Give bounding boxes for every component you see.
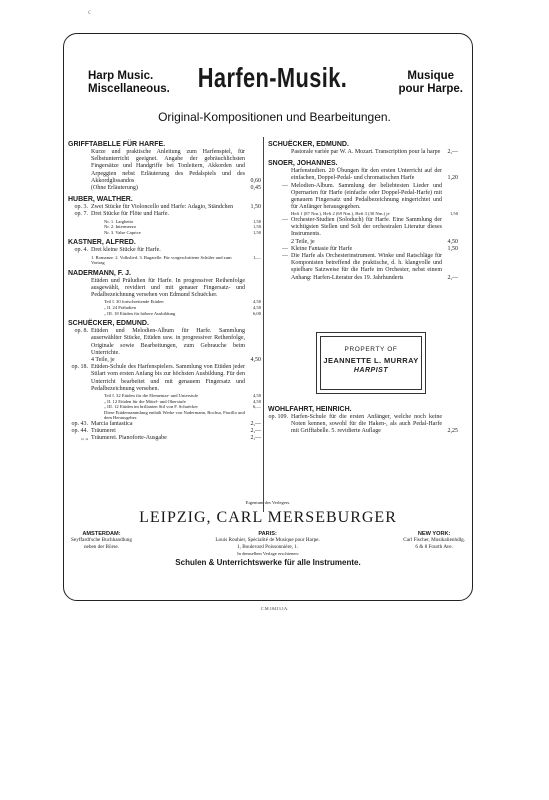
stamp-line-role: HARPIST — [353, 367, 389, 374]
header-french-line2: pour Harpe. — [398, 83, 463, 95]
catalog-entry — [268, 183, 458, 212]
opus-number: op. 43. — [71, 420, 88, 427]
catalog-entry — [68, 211, 261, 218]
entry-text: Etüden und Melodien-Album für Harfe. Sammlung auserwählter Stücke, Etüden usw. in progressiver Reihenfolge, Originale sowie Bearbeitungen, zum Gebrauche beim Unterrichte. — [91, 328, 245, 356]
opus-number: — — [282, 253, 288, 260]
entry-text: Kurze und praktische Anleitung zum Harfenspiel, für Selbstunterricht geeignet. Angabe der gebräuchlichsten Fingersätze und Handgriffe bei Tonleitern, Akkorden und Arpeggien nebst Erläuterung des Pedalspiels und des Akkordglissandos — [91, 149, 245, 184]
opus-number: „ „ — [81, 435, 88, 442]
entry-text: Melodien-Album. Sammlung der beliebtesten Lieder und Opernarien für Harfe (einfache oder Doppel-Pedal-Harfe) mit genauem Fingersatz und Pedalbezeichnung eingerichtet und für Anfänger herausgegeben. — [291, 182, 442, 211]
column-divider — [263, 137, 264, 512]
catalog-entry — [268, 217, 458, 239]
sub-entry-text: Diese Etüdensammlung enthält Werke von Nadermann, Bochsa, Fiorillo und dem Herausgeber. — [104, 409, 245, 421]
entry-text: Die Harfe als Orchesterinstrument. Winke und Ratschläge für Komponisten betreffend die praktische, d. h. klangvolle und spielbare Satzweise für die Harfe im Orchester, nebst einem Anhang: Harfen-Literatur des 19. Jahrhunderts — [291, 253, 442, 281]
sub-entry-text: Teil I. 30 fortschreitende Etüden — [104, 299, 164, 305]
agent-line: 6 & 8 Fourth Ave. — [415, 543, 453, 550]
entry-text: 4 Teile, je — [91, 357, 115, 363]
entry-price: 4,50 — [447, 238, 458, 245]
composer-heading: GRIFFTABELLE FÜR HARFE. — [68, 141, 166, 148]
stamp-line-owner: JEANNETTE L. MURRAY — [323, 356, 419, 365]
opus-number: op. 3. — [74, 204, 88, 211]
sub-entry — [68, 255, 261, 266]
entry-text: Kleine Fantasie für Harfe — [291, 245, 353, 252]
agent-city-name: NEW YORK: — [417, 531, 451, 537]
composer-heading: KASTNER, ALFRED. — [68, 239, 136, 247]
composer-heading: HUBER, WALTHER. — [68, 196, 133, 204]
header-english-line2: Miscellaneous. — [88, 83, 170, 95]
same-publisher-note: In demselben Verlage erschienen: — [237, 550, 299, 556]
opus-number: op. 4. — [74, 247, 88, 254]
entry-text: Harfenstudien. 20 Übungen für den ersten Unterricht auf der einfachen, Doppel-Pedal- und chromatischen Harfe — [291, 168, 442, 182]
composer-heading: SNOER, JOHANNES. — [268, 160, 338, 168]
composer-heading: SCHUËCKER, EDMUND. — [268, 141, 349, 148]
catalog-entry — [68, 185, 261, 192]
entry-price: 1,20 — [447, 175, 458, 182]
entry-text: Drei Stücke für Flöte und Harfe. — [91, 211, 169, 218]
sub-entry-text: „ III. 12 Etüden im brillanten Stil von F. Schuëcker — [104, 404, 198, 410]
ownership-stamp — [316, 332, 426, 394]
entry-text: Marcia fantastica — [91, 420, 133, 427]
ownership-note: Eigentum des Verlegers. — [245, 500, 291, 505]
page-header — [0, 62, 549, 102]
schools-tagline: Schulen & Unterrichtswerke für alle Instrumente. — [175, 557, 361, 567]
sub-entry-price: 1,— — [252, 254, 261, 260]
entry-price: 0,45 — [250, 185, 261, 192]
opus-number: op. 7. — [74, 211, 88, 218]
entry-text: 2 Teile, je — [291, 238, 315, 245]
catalog-entry — [268, 239, 458, 246]
sub-entry-text: „ II. 24 Präludien — [104, 305, 136, 310]
entry-text: Harfen-Schule für die ersten Anfänger, welche noch keine Noten kennen, sowohl für die Haken-, als auch Pedal-Harfe mit Grifftabelle. 5. revidierte Auflage — [291, 413, 442, 435]
entry-text: Etüden und Präludien für Harfe. In progressiver Reihenfolge ausgewählt, revidiert und mit genauer Fingersatz- und Pedalbezeichnung versehen von Edmund Schuëcker. — [91, 277, 245, 299]
agent-line: Carl Fischer, Musikalienhdlg. — [403, 537, 465, 544]
opus-number: op. 44. — [71, 428, 88, 435]
sub-entry-price: 1,50 — [449, 211, 458, 217]
sub-entry-text: Nr. 2. Intermezzo — [104, 224, 137, 230]
entry-price: 1,50 — [447, 245, 458, 252]
entry-price: 2,— — [447, 149, 458, 155]
entry-price: 2,— — [250, 428, 261, 435]
opus-number: op. 109. — [268, 413, 288, 420]
agent-new-york — [403, 531, 465, 550]
plate-number: C.M.10413.1A. — [260, 606, 289, 611]
sub-entry-price: 4,50 — [252, 305, 261, 310]
header-english — [88, 70, 170, 96]
opus-number: — — [282, 245, 288, 252]
composer-heading: NADERMANN, F. J. — [68, 269, 132, 277]
page-title: Harfen-Musik. — [197, 62, 348, 93]
sub-entry-text: Teil I. 32 Etüden für die Elementar- und Unterstufe — [104, 393, 199, 399]
catalog-entry — [268, 414, 458, 436]
entry-text: Pastorale variée par W. A. Mozart. Transcription pour la harpe — [291, 149, 441, 155]
stamp-inner-border — [320, 336, 422, 390]
agent-line: Louis Rouhier, Spécialité de Musique pour Harpe. — [215, 537, 320, 544]
header-french — [398, 70, 463, 96]
opus-number: op. 18. — [71, 364, 88, 371]
agent-line: 1, Boulevard Poissonnière, 1. — [237, 543, 299, 550]
sub-entry-note — [68, 410, 261, 421]
publisher-footer — [63, 500, 473, 567]
catalog-entry — [268, 168, 458, 182]
stamp-line-property: PROPERTY OF — [344, 346, 398, 353]
entry-price: 2,— — [250, 420, 261, 427]
composer-heading: SCHUËCKER, EDMUND. — [68, 320, 149, 328]
agent-city-name: AMSTERDAM: — [82, 531, 121, 537]
entry-text: Orchester-Studien (Soloduch) für Harfe. Eine Sammlung der wichtigsten Stellen und Soli der orchestralen Literatur dieses Instruments. — [291, 217, 442, 238]
opus-number: — — [282, 182, 288, 189]
entry-price: 2,25 — [447, 428, 458, 435]
entry-text: Träumerei — [91, 428, 116, 435]
entry-text: (Ohne Erläuterung) — [91, 185, 138, 192]
catalog-entry — [68, 328, 261, 357]
agent-amsterdam — [71, 531, 132, 550]
entry-text: Zwei Stücke für Violoncello und Harfe: Adagio, Ständchen — [91, 204, 234, 211]
sub-entry-text: Heft 1 (87 Nrn.), Heft 2 (69 Nrn.), Heft 3 (30 Nrn.) je — [291, 211, 390, 217]
catalog-entry — [68, 278, 261, 300]
agent-line: Seyffardt'sche Buchhandlung — [71, 537, 132, 544]
entry-price: 1,50 — [250, 204, 261, 211]
sub-entry-text: Nr. 3. Valse Caprice — [104, 229, 141, 235]
sub-entry-text: „ II. 12 Etüden für die Mittel- und Oberstufe — [104, 398, 186, 404]
sub-entry — [68, 311, 261, 317]
entry-text: Etüden-Schule des Harfenspielers. Sammlung von Etüden jeder Stilart vom ersten Anfang bis zur höchsten Ausbildung. Für den Unterricht bearbeitet und mit genauem Fingersatz und Pedalbezeichnung versehen. — [91, 364, 245, 392]
composer-heading: WOHLFAHRT, HEINRICH. — [268, 405, 352, 413]
catalog-entry — [268, 246, 458, 253]
sub-entry-price: 1,50 — [252, 224, 261, 230]
sub-entry-text: „ III. 18 Etüden für höhere Ausbildung — [104, 310, 176, 316]
entry-price: 2,— — [250, 435, 261, 442]
sub-entry-price — [245, 410, 261, 421]
entry-text: Drei kleine Stücke für Harfe. — [91, 247, 161, 254]
catalog-entry — [268, 149, 458, 156]
catalog-entry — [68, 364, 261, 393]
sub-entry — [68, 230, 261, 236]
agent-cities — [63, 531, 473, 550]
sub-entry-text: 1. Romanze. 2. Volkslied. 3. Bagatelle. Für vorgeschrittene Schüler und zum Vortrag — [91, 254, 232, 266]
sub-entry-price: 4,50 — [252, 398, 261, 404]
agent-city-name: PARIS: — [258, 531, 277, 537]
opus-number: op. 8. — [74, 328, 88, 335]
header-english-line1: Harp Music. — [88, 70, 154, 82]
catalog-entry — [68, 247, 261, 254]
sub-entry-price: 1,50 — [252, 229, 261, 235]
publisher-name: LEIPZIG, CARL MERSEBURGER — [139, 509, 397, 526]
entry-price: 4,50 — [250, 357, 261, 363]
left-column — [68, 137, 261, 443]
entry-price: 0,60 — [250, 177, 261, 184]
opus-number: — — [282, 217, 288, 224]
sub-entry-price: 1,50 — [252, 218, 261, 224]
header-french-line1: Musique — [407, 70, 455, 82]
catalog-entry — [68, 435, 261, 442]
sub-entry-price: 6,— — [252, 404, 261, 410]
sub-entry-price: 6,00 — [252, 310, 261, 316]
sub-entry-price: 4,50 — [252, 393, 261, 399]
catalog-entry — [68, 149, 261, 185]
page-subtitle: Original-Kompositionen und Bearbeitungen. — [158, 110, 391, 124]
agent-paris — [215, 531, 319, 550]
catalog-entry — [268, 253, 458, 282]
agent-line: neben der Börse. — [83, 543, 119, 550]
catalog-entry — [68, 421, 261, 428]
entry-text: Träumerei. Pianoforte-Ausgabe — [91, 435, 167, 442]
page-speck: c — [88, 8, 92, 16]
sub-entry-price: 4,50 — [252, 299, 261, 305]
sub-entry-text: Nr. 1. Larghetto — [104, 218, 134, 224]
entry-price: 2,— — [447, 274, 458, 281]
